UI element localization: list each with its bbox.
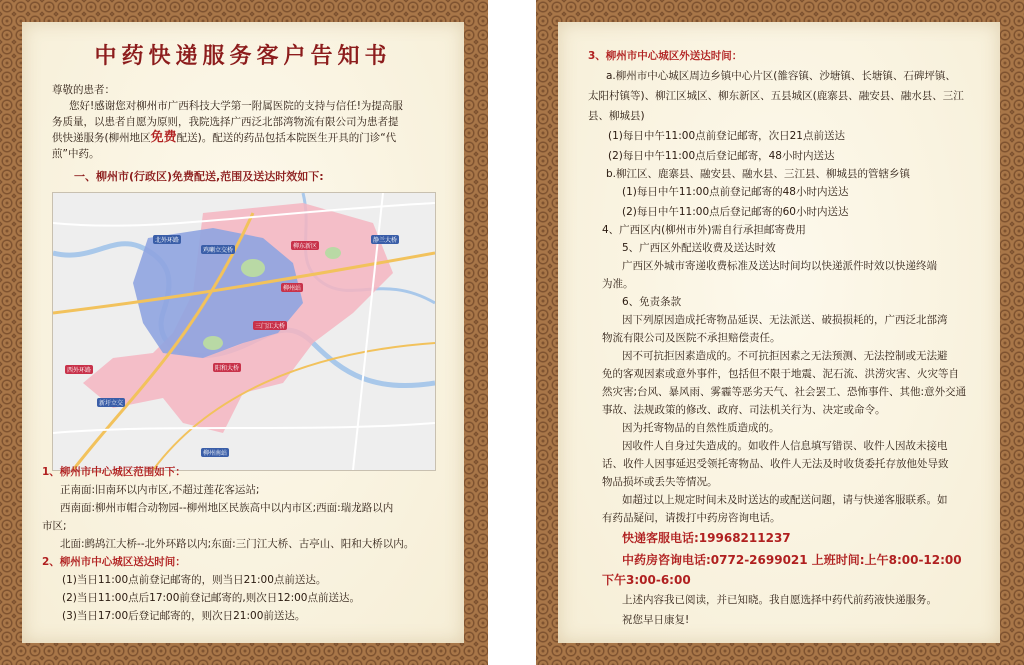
map-label: 柳州站: [283, 285, 302, 292]
range-heading: 1、柳州市中心城区范围如下：: [42, 466, 186, 478]
greeting: 尊敬的患者：: [52, 84, 115, 96]
area-a-line-3: 县、柳城县): [588, 110, 645, 122]
left-page-border: [0, 0, 488, 665]
map-label: 柳东新区: [293, 243, 318, 250]
disclaimer-b: 物流有限公司及医院不承担赔偿责任。: [602, 332, 781, 344]
map-label: 柳州南站: [203, 450, 228, 457]
right-page: [558, 22, 1000, 643]
right-page-border: [536, 0, 1024, 665]
section3-heading: 3、柳州市中心城区外送达时间：: [588, 50, 743, 62]
section5-para-a: 广西区外城市寄递收费标准及送达时间均以快递派件时效以快递终端: [622, 260, 937, 272]
area-a-line-1: a.柳州市中心城区周边乡镇中心片区(雒容镇、沙塘镇、长塘镇、石碑坪镇、: [606, 70, 956, 82]
closing-wish: 祝您早日康复!: [622, 614, 690, 626]
area-a-time-1: (1)每日中午11:00点前登记邮寄，次日21点前送达: [608, 130, 845, 142]
free-highlight: 免费: [150, 130, 177, 145]
contact-para-b: 有药品疑问，请拨打中药房咨询电话。: [602, 512, 781, 524]
express-hotline: 快递客服电话:19968211237: [622, 531, 791, 545]
section5-para-b: 为准。: [602, 278, 634, 290]
map-label: 静兰大桥: [373, 237, 398, 244]
intro-line-1: 您好!感谢您对柳州市广西科技大学第一附属医院的支持与信任!为提高服: [69, 100, 403, 112]
time-rule-1: (1)当日11:00点前登记邮寄的，则当日21:00点前送达。: [62, 574, 327, 586]
left-page: [22, 22, 464, 643]
recipient-fault-c: 物品损坏或丢失等情况。: [602, 476, 718, 488]
area-a-time-2: (2)每日中午11:00点后登记邮寄，48小时内送达: [608, 150, 835, 162]
recipient-fault-a: 因收件人自身过失造成的。如收件人信息填写错误、收件人因故未接电: [622, 440, 948, 452]
pharmacy-phone: 中药房咨询电话:0772-2699021 上班时间:上午8:00-12:00: [622, 553, 962, 567]
map-label: 鸡喇立交桥: [203, 247, 234, 254]
closing-statement: 上述内容我已阅读，并已知晓。我自愿选择中药代前药液快递服务。: [622, 594, 937, 606]
map-label: 三门江大桥: [255, 323, 286, 330]
time-heading: 2、柳州市中心城区送达时间：: [42, 556, 186, 568]
section1-heading: 一、柳州市(行政区)免费配送,范围及送达时效如下:: [74, 170, 324, 183]
force-majeure-d: 事故、法规政策的修改、政府、司法机关行为、决定或命令。: [602, 404, 886, 416]
intro-line-3-a: 供快递服务(柳州地区: [52, 132, 151, 144]
area-b-time-2: (2)每日中午11:00点后登记邮寄的60小时内送达: [622, 206, 849, 218]
map-label: 阳和大桥: [215, 365, 240, 372]
force-majeure-b: 免的客观因素或意外事件，包括但不限于地震、泥石流、洪涝灾害、火灾等自: [602, 368, 959, 380]
area-b-line: b.柳江区、鹿寨县、融安县、融水县、三江县、柳城县的管辖乡镇: [606, 168, 911, 180]
intro-line-3: [52, 130, 396, 146]
force-majeure-c: 然灾害;台风、暴风雨、雾霾等恶劣天气、社会罢工、恐怖事件、其他:意外交通: [602, 386, 967, 398]
section6-heading: 6、免责条款: [622, 296, 682, 308]
disclaimer-a: 因下列原因造成托寄物品延误、无法派送、破损损耗的，广西泛北部湾: [622, 314, 948, 326]
range-west-a: 西南面:柳州市帽合动物园--柳州地区民族高中以内市区;西面:瑞龙路以内: [60, 502, 394, 514]
recipient-fault-b: 话、收件人因事延迟受领托寄物品、收件人无法及时收货委托存放他处导致: [602, 458, 949, 470]
contact-para-a: 如超过以上规定时间未及时送达的或配送问题，请与快递客服联系。如: [622, 494, 948, 506]
range-north: 北面:鹧鸪江大桥--北外环路以内;东面:三门江大桥、古亭山、阳和大桥以内。: [60, 538, 415, 550]
section4-heading: 4、广西区内(柳州市外)需自行承担邮寄费用: [602, 224, 806, 236]
page-title: 中药快递服务客户告知书: [94, 43, 392, 69]
intro-line-3-b: 配送)。配送的药品包括本院医生开具的门诊“代: [176, 132, 397, 144]
force-majeure-a: 因不可抗拒因素造成的。不可抗拒因素之无法预测、无法控制或无法避: [622, 350, 948, 362]
range-south: 正南面:旧南环以内市区,不超过莲花客运站;: [60, 484, 260, 496]
intro-line-4: 煎”中药。: [52, 148, 100, 160]
range-west-b: 市区;: [42, 520, 67, 532]
intro-line-2: 务质量，以患者自愿为原则，我院选择广西泛北部湾物流有限公司为患者提: [52, 116, 399, 128]
area-a-line-2: 太阳村镇等)、柳江区城区、柳东新区、五县城区(鹿寨县、融安县、融水县、三江: [588, 90, 964, 102]
map-label: 西外环路: [67, 367, 92, 374]
nature-clause: 因为托寄物品的自然性质造成的。: [622, 422, 780, 434]
map-label: 北外环路: [155, 237, 180, 244]
pharmacy-hours-afternoon: 下午3:00-6:00: [602, 573, 691, 587]
delivery-area-map: [52, 192, 436, 471]
area-b-time-1: (1)每日中午11:00点前登记邮寄的48小时内送达: [622, 186, 849, 198]
time-rule-3: (3)当日17:00后登记邮寄的，则次日21:00前送达。: [62, 610, 306, 622]
time-rule-2: (2)当日11:00点后17:00前登记邮寄的,则次日12:00点前送达。: [62, 592, 360, 604]
map-label: 新圩立交: [99, 400, 124, 407]
section5-heading: 5、广西区外配送收费及送达时效: [622, 242, 776, 254]
